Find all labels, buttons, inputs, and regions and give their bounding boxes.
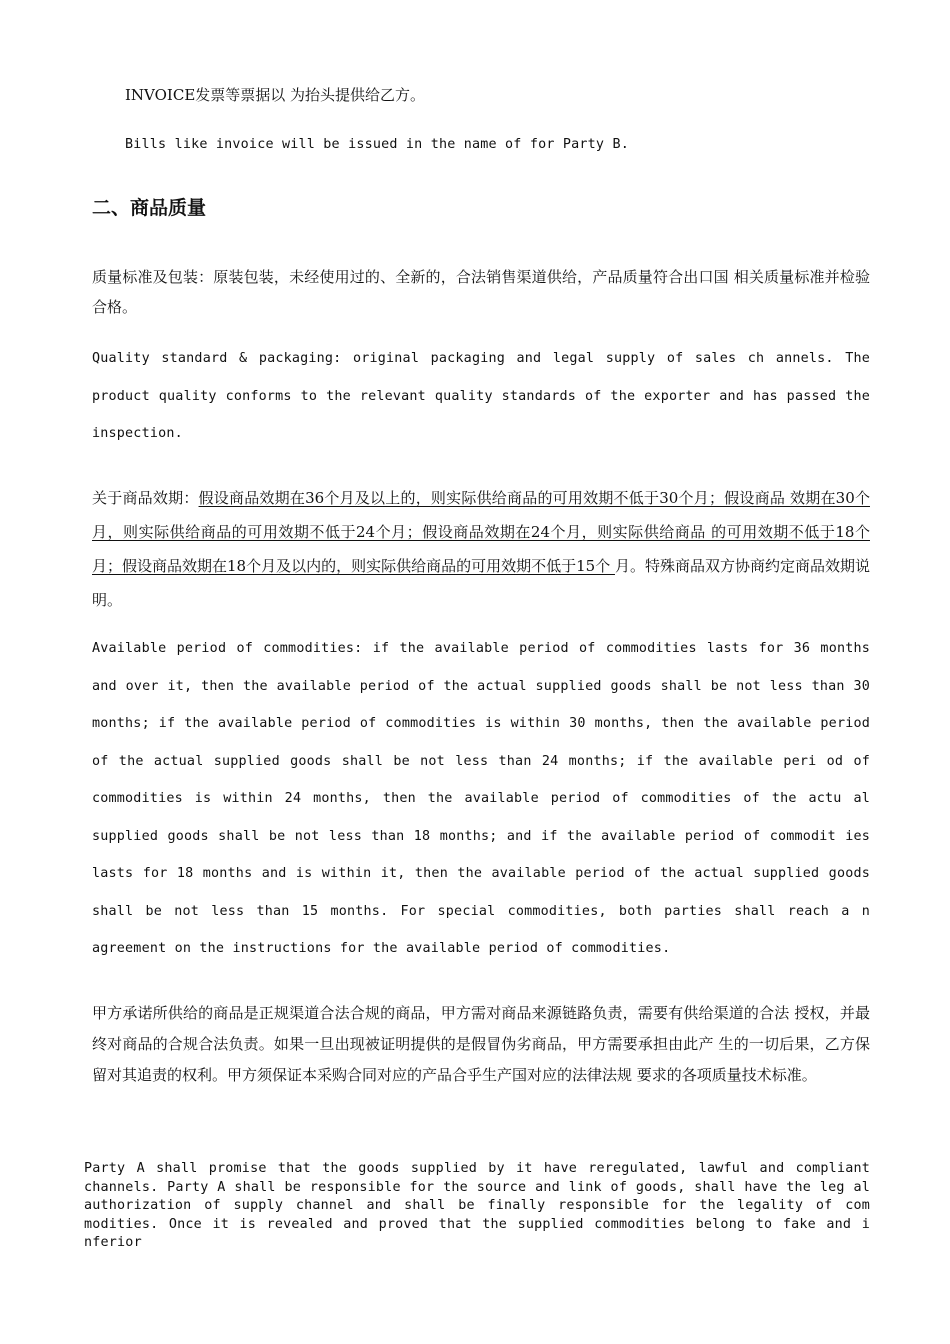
shelf-life-cn-underlined: 假设商品效期在36个月及以上的，则实际供给商品的可用效期不低于30个月；假设商品 效期在30个月，则实际供给商品的可用效期不低于24个月；假设商品效期在24个月，则实际供给商品 的可用效期不低于18个月；假设商品效期在18个月及以内的，则实际供给商品的可用效期不低于15个 (92, 489, 870, 575)
shelf-life-cn-prefix: 关于商品效期： (92, 489, 199, 507)
invoice-note-cn: INVOICE发票等票据以 为抬头提供给乙方。 (125, 86, 426, 104)
quality-standard-en: Quality standard & packaging: original packaging and legal supply of sales ch annels. The product quality conforms to the relevant quality standards of the exporter and has passed the inspection. (92, 351, 870, 441)
shelf-life-cn (92, 481, 870, 617)
shelf-life-cn-suffix: 月。特殊商品双方协商约定商品效期说明。 (92, 557, 870, 609)
authenticity-promise-en: Party A shall promise that the goods supplied by it have reregulated, lawful and compliant channels. Party A shall be responsible for the source and link of goods, shall have the leg al authorization of supply channel and shall be finally responsible for the legality of com modities. Once it is revealed and proved that the supplied commodities belong to fake and i nferior (84, 1161, 870, 1250)
section-heading-quality: 二、商品质量 (92, 197, 207, 219)
quality-standard-cn: 质量标准及包装：原装包装，未经使用过的、全新的，合法销售渠道供给，产品质量符合出口国 相关质量标准并检验合格。 (92, 268, 870, 316)
shelf-life-en: Available period of commodities: if the available period of commodities lasts for 36 months and over it, then the available period of the actual supplied goods shall be not less than 30 months; if the available period of commodities is within 30 months, then the available period of the actual supplied goods shall be not less than 24 months; if the available peri od of commodities is within 24 months, then the available period of commodities of the actu al supplied goods shall be not less than 18 months; and if the available period of commodit ies lasts for 18 months and is within it, then the available period of the actual supplied goods shall be not less than 15 months. For special commodities, both parties shall reach a n agreement on the instructions for the available period of commodities. (92, 641, 870, 956)
invoice-note-en: Bills like invoice will be issued in the name of for Party B. (125, 137, 629, 152)
authenticity-promise-cn: 甲方承诺所供给的商品是正规渠道合法合规的商品，甲方需对商品来源链路负责，需要有供给渠道的合法 授权，并最终对商品的合规合法负责。如果一旦出现被证明提供的是假冒伪劣商品，甲方需要承担由此产 生的一切后果，乙方保留对其追责的权利。甲方须保证本采购合同对应的产品合乎生产国对应的法律法规 要求的各项质量技术标准。 (92, 1004, 870, 1084)
